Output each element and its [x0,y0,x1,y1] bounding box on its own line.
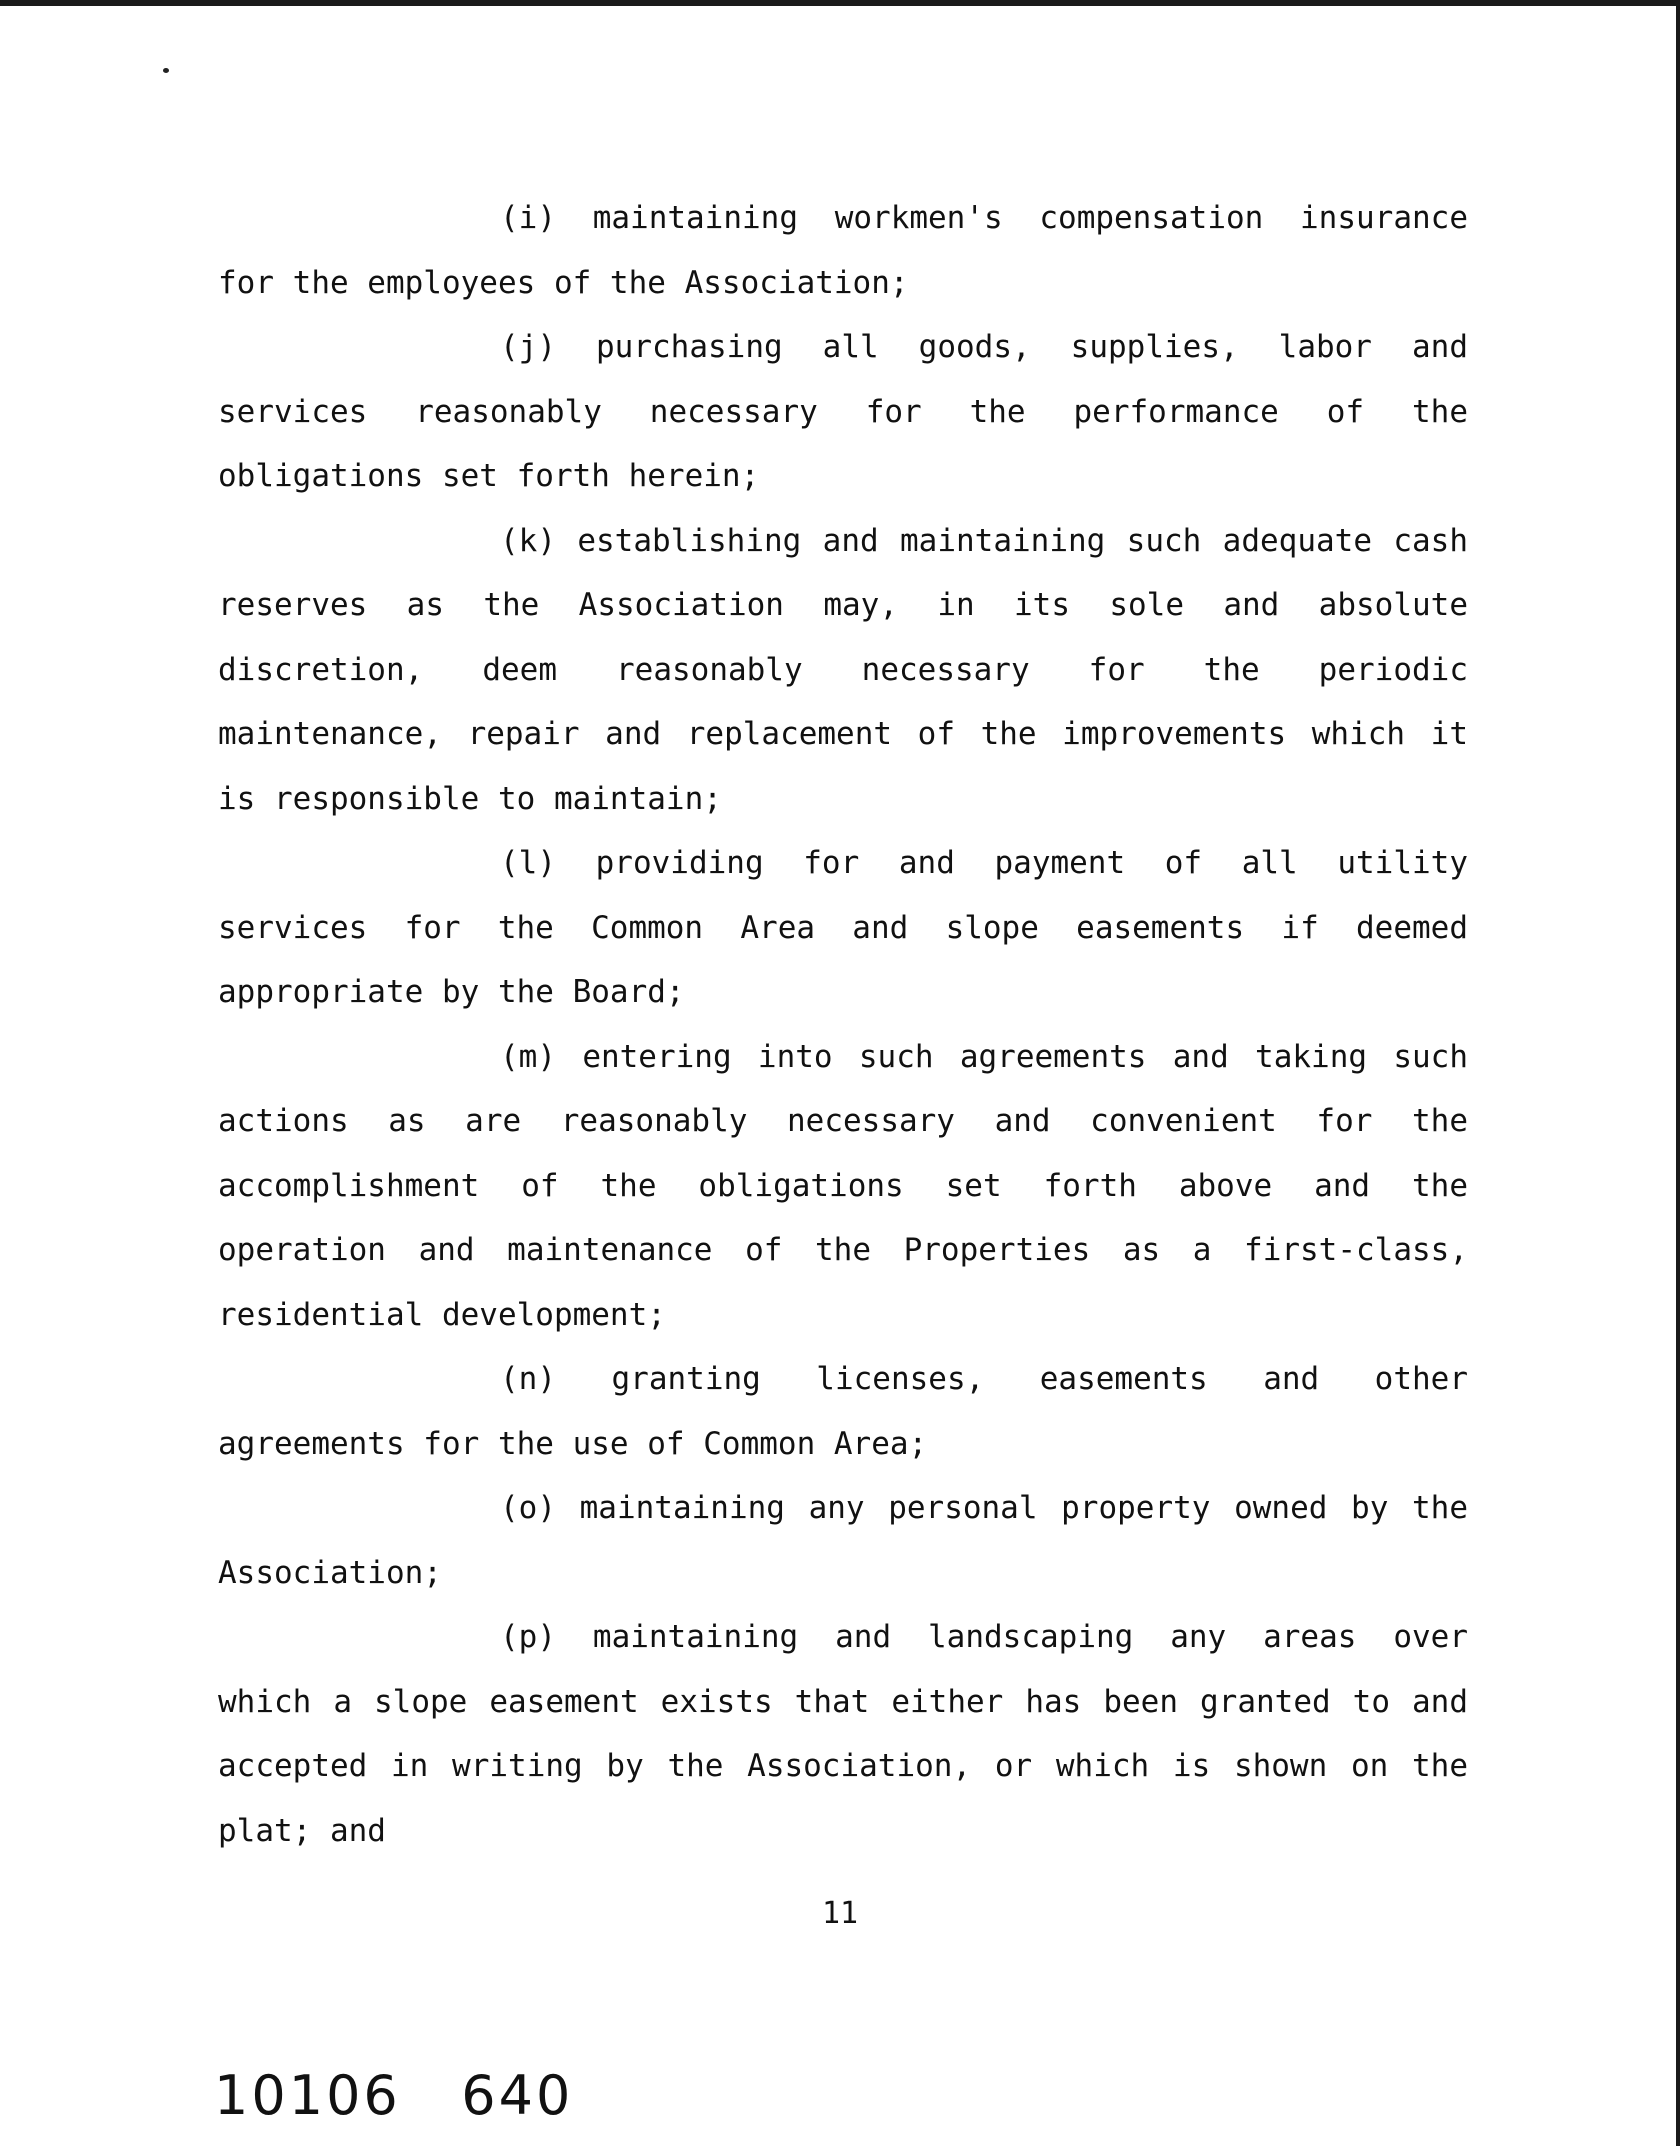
clause-line: which a slope easement exists that either has been granted to and [218,1683,1468,1720]
clause-line [218,509,1468,574]
clause-o [218,1476,1468,1605]
clause-text: providing for and payment of all utility [595,845,1468,881]
clause-line: maintenance, repair and replacement of the improvements which it [218,716,1468,752]
clause-label: (j) [500,329,556,365]
clause-line: residential development; [218,1296,666,1333]
clause-line: Association; [218,1554,442,1591]
clause-text: maintaining any personal property owned by the [579,1490,1468,1526]
page-number: 11 [821,1896,859,1931]
clause-l [218,831,1468,1025]
clause-label: (o) [500,1490,556,1526]
clause-i [218,186,1468,315]
clause-line [218,186,1468,251]
recording-stamp: 10106 640 [214,2064,574,2127]
clause-line: accepted in writing by the Association, or which is shown on the [218,1748,1468,1784]
document-body [218,186,1468,1863]
clause-label: (p) [500,1619,556,1655]
clause-line: discretion, deem reasonably necessary for the periodic [218,651,1468,688]
clause-text: maintaining workmen's compensation insurance [592,200,1468,236]
clause-label: (m) [500,1038,556,1075]
clause-line: reserves as the Association may, in its sole and absolute [218,587,1468,623]
clause-n [218,1347,1468,1476]
clause-line [218,315,1468,380]
clause-line [218,1347,1468,1412]
clause-line [218,1025,1468,1090]
clause-p [218,1605,1468,1863]
clause-text: maintaining and landscaping any areas over [592,1619,1468,1655]
clause-line: plat; and [218,1812,386,1849]
clause-line: for the employees of the Association; [218,264,909,301]
clause-line: agreements for the use of Common Area; [218,1425,928,1462]
clause-line: operation and maintenance of the Properties as a first-class, [218,1232,1468,1268]
clause-text: purchasing all goods, supplies, labor and [596,329,1468,365]
clause-line: is responsible to maintain; [218,780,722,817]
clause-label: (n) [500,1361,556,1397]
clause-line: obligations set forth herein; [218,458,760,494]
clause-line [218,1476,1468,1541]
clause-label: (l) [500,845,556,881]
clause-k [218,509,1468,832]
clause-m [218,1025,1468,1348]
clause-label: (k) [500,522,556,559]
clause-line: accomplishment of the obligations set forth above and the [218,1167,1468,1204]
clause-text: granting licenses, easements and other [611,1361,1468,1397]
scan-speck [163,68,169,73]
clause-label: (i) [500,200,556,236]
clause-line: services for the Common Area and slope easements if deemed [218,909,1468,946]
clause-line: appropriate by the Board; [218,974,685,1010]
clause-text: establishing and maintaining such adequate cash [577,522,1468,559]
clause-line: actions as are reasonably necessary and convenient for the [218,1103,1468,1139]
clause-line [218,831,1468,896]
clause-j [218,315,1468,509]
clause-line: services reasonably necessary for the performance of the [218,393,1468,430]
clause-line [218,1605,1468,1670]
clause-text: entering into such agreements and taking such [582,1038,1468,1075]
